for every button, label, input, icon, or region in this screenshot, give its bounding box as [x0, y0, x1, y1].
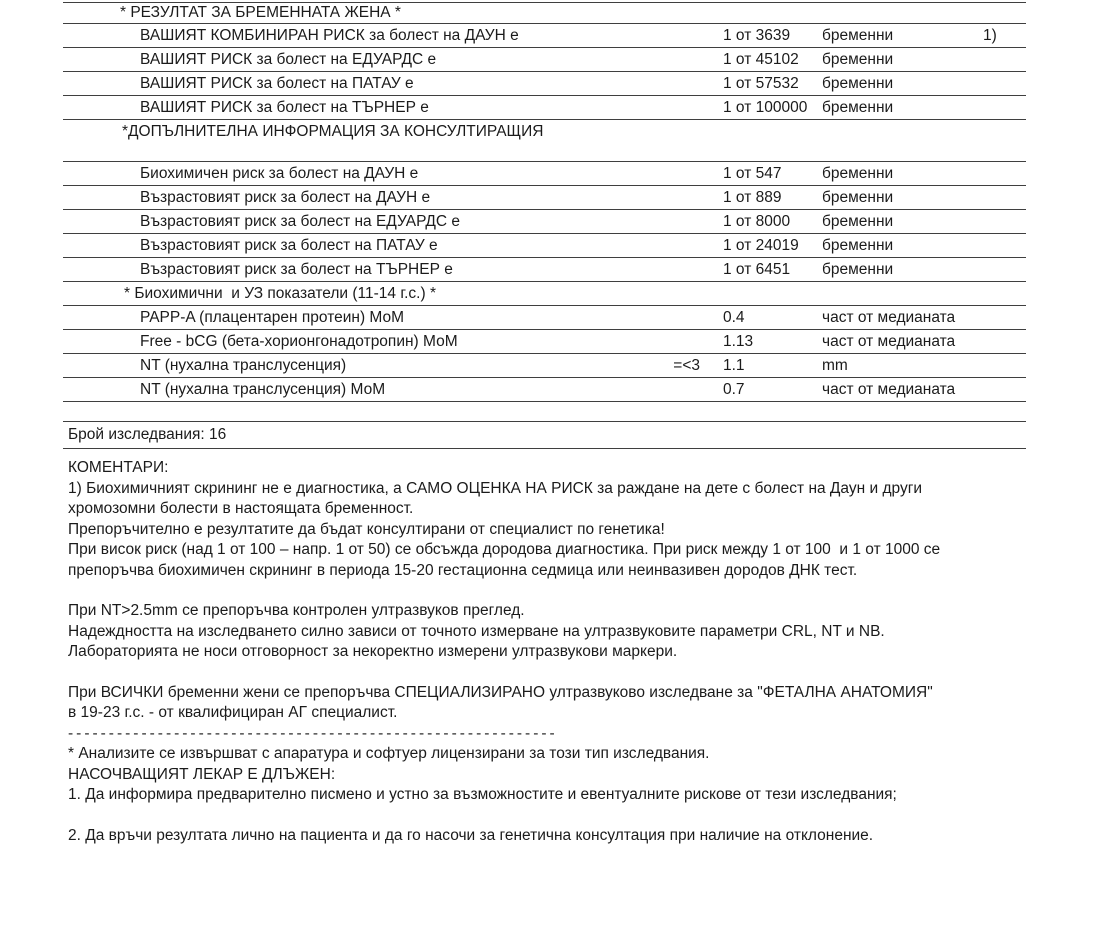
row-unit: бременни: [822, 188, 894, 206]
table-row: [63, 377, 1026, 402]
row-value: 1 от 57532: [723, 74, 799, 92]
result-table-title: * РЕЗУЛТАТ ЗА БРЕМЕННАТА ЖЕНА *: [120, 4, 401, 21]
row-label: Free - bCG (бета-хорионгонадотропин) МоМ: [140, 332, 458, 350]
comment-line: При висок риск (над 1 от 100 – напр. 1 от 50) се обсъжда дородова диагностика. При риск между 1 от 100 и 1 от 1000 се: [68, 541, 941, 558]
biochemical-indicators-heading: * Биохимични и УЗ показатели (11-14 г.с.) *: [63, 281, 1026, 305]
table-row: [63, 305, 1026, 329]
row-value: 1 от 45102: [723, 50, 799, 68]
row-unit: бременни: [822, 98, 894, 116]
row-unit: бременни: [822, 236, 894, 254]
row-value: 0.4: [723, 308, 745, 326]
row-label: NT (нухална транслусенция) МоМ: [140, 380, 386, 398]
comments-section: [68, 458, 1063, 846]
row-unit: бременни: [822, 212, 894, 230]
row-unit: част от медианата: [822, 308, 956, 326]
table-row: [63, 47, 1026, 71]
row-label: NT (нухална транслусенция): [140, 356, 347, 374]
comment-line: хромозомни болести в настоящата бременност.: [68, 500, 414, 517]
section-gap: [63, 144, 1026, 161]
dashed-separator: ------------------------------------------------------------: [68, 724, 558, 742]
table-row: [63, 185, 1026, 209]
table-row: [63, 257, 1026, 281]
comment-paragraph: [68, 601, 1063, 663]
additional-info-heading: *ДОПЪЛНИТЕЛНА ИНФОРМАЦИЯ ЗА КОНСУЛТИРАЩИЯ: [122, 123, 544, 140]
row-label: Биохимичен риск за болест на ДАУН е: [140, 164, 419, 182]
table-row: [63, 161, 1026, 185]
row-unit: бременни: [822, 26, 894, 44]
comment-line: Лабораторията не носи отговорност за некоректно измерени ултразвукови маркери.: [68, 643, 678, 660]
row-label: PAPP-A (плацентарен протеин) МоМ: [140, 308, 405, 326]
row-label: Възрастовият риск за болест на ПАТАУ е: [140, 236, 438, 254]
row-footnote-ref: 1): [983, 26, 997, 44]
row-label: ВАШИЯТ РИСК за болест на ЕДУАРДС е: [140, 50, 437, 68]
comment-line: 1) Биохимичният скрининг не е диагностика, а САМО ОЦЕНКА НА РИСК за раждане на дете с болест на Даун и други: [68, 479, 923, 497]
table-row: [63, 23, 1026, 47]
row-value: 0.7: [723, 380, 745, 398]
row-label: Възрастовият риск за болест на ДАУН е: [140, 188, 431, 206]
row-unit: бременни: [822, 74, 894, 92]
comment-line: При NT>2.5mm се препоръчва контролен ултразвуков преглед.: [68, 602, 525, 619]
comment-line: Препоръчително е резултатите да бъдат консултирани от специалист по генетика!: [68, 520, 665, 538]
comment-paragraph: [68, 683, 1063, 724]
tests-count-box: [63, 421, 1026, 449]
table-row: [63, 95, 1026, 120]
table-row: [63, 233, 1026, 257]
comment-paragraph: [68, 826, 1063, 847]
row-unit: част от медианата: [822, 332, 956, 350]
row-unit: бременни: [822, 50, 894, 68]
tests-count-label: Брой изследвания: 16: [68, 426, 227, 443]
comment-line: Надеждността на изследването силно зависи от точното измерване на ултразвуковите параметри CRL, NT и NB.: [68, 622, 885, 640]
row-reference-limit: =<3: [673, 356, 700, 374]
comment-paragraph: [68, 744, 1063, 806]
row-unit: mm: [822, 356, 848, 374]
row-value: 1 от 8000: [723, 212, 791, 230]
result-table-header: [63, 2, 1026, 23]
row-value: 1 от 547: [723, 164, 782, 182]
row-value: 1 от 889: [723, 188, 782, 206]
row-label: ВАШИЯТ РИСК за болест на ПАТАУ е: [140, 74, 414, 92]
row-value: 1.1: [723, 356, 745, 374]
row-value: 1 от 100000: [723, 98, 808, 116]
comment-line: 1. Да информира предварително писмено и устно за възможностите и евентуалните рискове от тези изследвания;: [68, 786, 897, 803]
comment-line: * Анализите се извършват с апаратура и софтуер лицензирани за този тип изследвания.: [68, 745, 710, 762]
row-label: Възрастовият риск за болест на ЕДУАРДС е: [140, 212, 461, 230]
comment-line: препоръчва биохимичен скрининг в периода 15-20 гестационна седмица или неинвазивен дородов ДНК тест.: [68, 561, 858, 579]
row-value: 1 от 3639: [723, 26, 791, 44]
comment-paragraph: [68, 479, 1063, 582]
comment-line: в 19-23 г.с. - от квалифициран АГ специалист.: [68, 704, 398, 721]
table-row: [63, 209, 1026, 233]
row-value: 1 от 6451: [723, 260, 791, 278]
table-row: [63, 71, 1026, 95]
row-value: 1.13: [723, 332, 754, 350]
row-value: 1 от 24019: [723, 236, 799, 254]
comment-line: 2. Да връчи резултата лично на пациента и да го насочи за генетична консултация при наличие на отклонение.: [68, 826, 874, 844]
results-area: [63, 2, 1026, 449]
row-label: ВАШИЯТ КОМБИНИРАН РИСК за болест на ДАУН е: [140, 26, 519, 44]
row-unit: бременни: [822, 260, 894, 278]
comment-line: При ВСИЧКИ бременни жени се препоръчва СПЕЦИАЛИЗИРАНО ултразвуково изследване за "ФЕТАЛНА АНАТОМИЯ": [68, 683, 933, 701]
row-unit: бременни: [822, 164, 894, 182]
row-unit: част от медианата: [822, 380, 956, 398]
row-label: Възрастовият риск за болест на ТЪРНЕР е: [140, 260, 453, 278]
table-row: [63, 353, 1026, 377]
comments-heading: КОМЕНТАРИ:: [68, 459, 169, 476]
comment-line: НАСОЧВАЩИЯТ ЛЕКАР Е ДЛЪЖЕН:: [68, 765, 336, 783]
table-row: [63, 329, 1026, 353]
row-label: ВАШИЯТ РИСК за болест на ТЪРНЕР е: [140, 98, 429, 116]
